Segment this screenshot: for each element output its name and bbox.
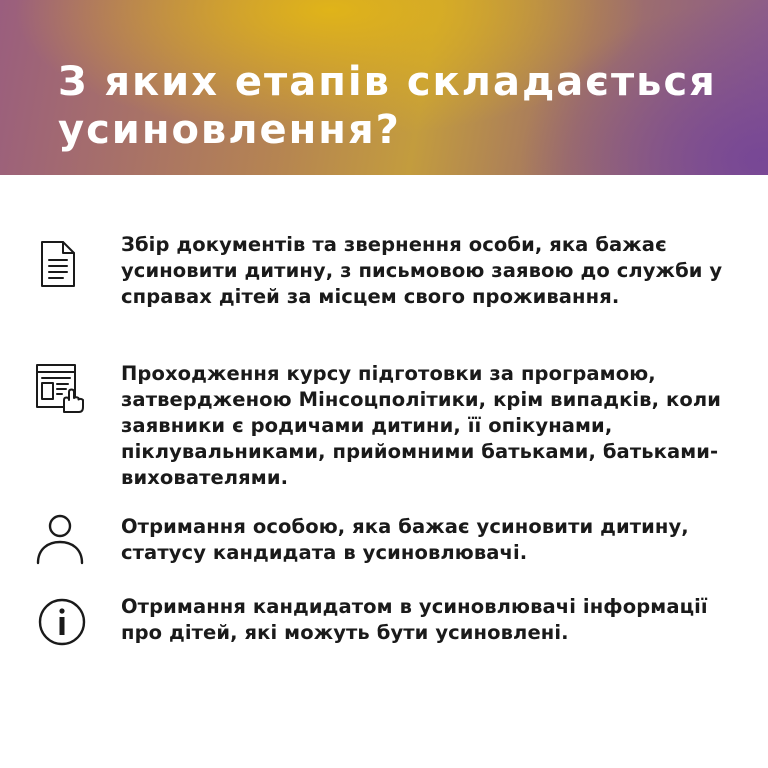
page-title: З яких етапів складається усиновлення?	[58, 59, 717, 153]
step-text: Проходження курсу підготовки за програмою, затвердженою Мінсоцполітики, крім випадків, коли заявники є родичами дитини, її опікунами, піклувальниками, прийомними батьками, батьками-вихователями.	[121, 362, 721, 489]
info-icon	[36, 596, 88, 648]
person-icon	[34, 513, 86, 565]
step-text: Отримання особою, яка бажає усиновити дитину, статусу кандидата в усиновлювачі.	[121, 515, 689, 564]
online-course-icon	[34, 362, 86, 414]
document-icon	[32, 238, 84, 290]
step-text: Збір документів та звернення особи, яка бажає усиновити дитину, з письмовою заявою до служби у справах дітей за місцем свого проживання.	[121, 233, 723, 308]
step-text: Отримання кандидатом в усиновлювачі інформації про дітей, які можуть бути усиновлені.	[121, 595, 708, 644]
